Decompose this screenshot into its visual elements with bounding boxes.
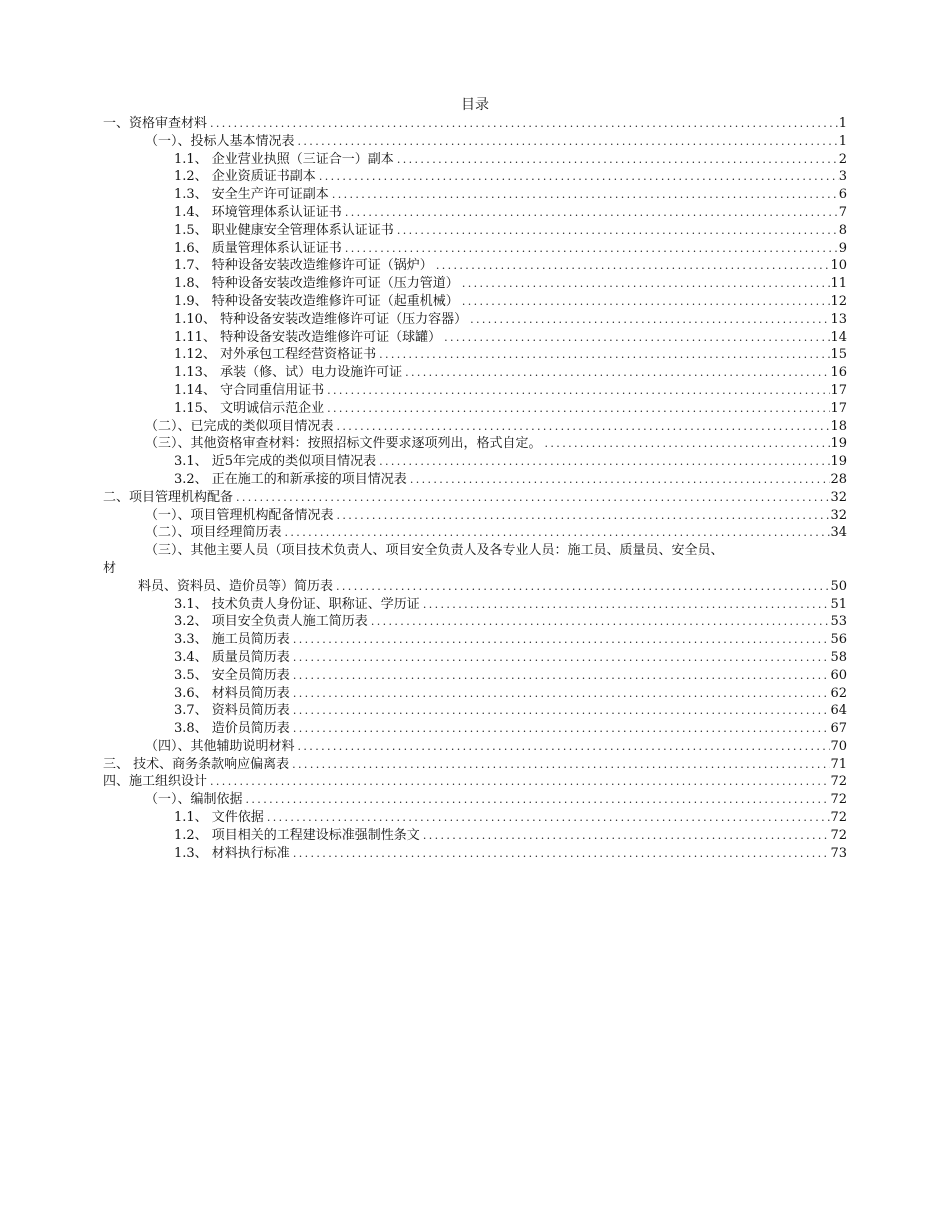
leader-dots [329, 186, 839, 204]
toc-entry[interactable] [0, 275, 950, 293]
leader-dots [290, 667, 831, 685]
toc-entry-page: 73 [830, 845, 847, 861]
leader-dots [233, 489, 830, 507]
leader-dots [441, 329, 830, 347]
toc-entry[interactable] [0, 311, 950, 329]
toc-entry[interactable] [0, 115, 950, 133]
toc-entry-label: 1.13、 承装（修、试）电力设施许可证 [174, 365, 403, 381]
leader-dots [459, 293, 831, 311]
leader-dots [282, 524, 831, 542]
toc-entry-label: （三）、其他资格审查材料：按照招标文件要求逐项列出，格式自定。 [145, 436, 542, 452]
toc-entry-label: 3.1、 近5年完成的类似项目情况表 [174, 454, 377, 470]
leader-dots [290, 845, 831, 863]
leader-dots [394, 222, 839, 240]
leader-dots [243, 791, 831, 809]
leader-dots [394, 151, 839, 169]
toc-entry[interactable] [0, 507, 950, 525]
table-of-contents [0, 115, 950, 862]
leader-dots [334, 507, 831, 525]
toc-entry-page: 71 [830, 756, 847, 772]
toc-entry[interactable] [0, 756, 950, 774]
leader-dots [420, 596, 831, 614]
toc-entry-label: 1.12、 对外承包工程经营资格证书 [174, 347, 377, 363]
leader-dots [290, 631, 831, 649]
toc-entry-label: （四）、其他辅助说明材料 [145, 738, 295, 754]
toc-entry[interactable] [0, 702, 950, 720]
toc-entry-page: 34 [830, 525, 847, 541]
toc-entry[interactable] [0, 400, 950, 418]
leader-dots [207, 773, 830, 791]
toc-entry-label: 3.4、 质量员简历表 [174, 649, 290, 665]
leader-dots [290, 685, 831, 703]
toc-entry[interactable] [0, 186, 950, 204]
leader-dots [207, 115, 839, 133]
toc-entry-page: 10 [830, 258, 847, 274]
toc-entry-label: 1.2、 企业资质证书副本 [174, 169, 316, 185]
toc-entry-page: 58 [830, 649, 847, 665]
toc-entry-label: 材 [103, 560, 117, 576]
toc-entry-continuation [0, 560, 950, 578]
toc-entry-label: （一）、投标人基本情况表 [145, 133, 295, 149]
toc-entry[interactable] [0, 827, 950, 845]
toc-entry[interactable] [0, 382, 950, 400]
leader-dots [295, 738, 831, 756]
toc-entry-page: 7 [838, 204, 847, 220]
toc-entry-page: 62 [830, 685, 847, 701]
toc-entry-page: 19 [830, 436, 847, 452]
toc-entry-label: 1.8、 特种设备安装改造维修许可证（压力管道） [174, 276, 459, 292]
toc-entry[interactable] [0, 151, 950, 169]
toc-entry-label: 四、施工组织设计 [103, 774, 208, 790]
toc-entry-page: 2 [838, 151, 847, 167]
toc-entry-label: 1.1、 企业营业执照（三证合一）副本 [174, 151, 394, 167]
leader-dots [324, 400, 830, 418]
toc-entry-label: 1.15、 文明诚信示范企业 [174, 400, 325, 416]
toc-entry-page: 72 [830, 827, 847, 843]
toc-entry-label: 3.3、 施工员简历表 [174, 632, 290, 648]
toc-entry-label: （三）、其他主要人员（项目技术负责人、项目安全负责人及各专业人员：施工员、质量员、安全员、 [145, 543, 724, 559]
toc-entry[interactable] [0, 773, 950, 791]
toc-entry-label: 一、资格审查材料 [103, 116, 208, 131]
toc-entry[interactable] [0, 364, 950, 382]
toc-entry-label: 1.11、 特种设备安装改造维修许可证（球罐） [174, 329, 442, 345]
toc-entry-label: 3.6、 材料员简历表 [174, 685, 290, 701]
toc-entry-label: 3.2、 项目安全负责人施工简历表 [174, 614, 368, 630]
toc-entry[interactable] [0, 222, 950, 240]
toc-entry-label: 3.1、 技术负责人身份证、职称证、学历证 [174, 596, 420, 612]
toc-entry-label: 二、项目管理机构配备 [103, 489, 234, 505]
toc-entry-page: 17 [830, 382, 847, 398]
toc-entry[interactable] [0, 685, 950, 703]
toc-entry[interactable] [0, 524, 950, 542]
leader-dots [290, 649, 831, 667]
toc-entry-page: 1 [838, 133, 847, 149]
leader-dots [407, 471, 831, 489]
toc-entry-page: 12 [830, 293, 847, 309]
toc-entry-page: 28 [830, 471, 847, 487]
leader-dots [289, 756, 830, 774]
toc-entry-label: 3.5、 安全员简历表 [174, 667, 290, 683]
toc-entry-page: 11 [830, 276, 847, 292]
toc-entry-page: 67 [830, 721, 847, 737]
toc-entry-label: 1.1、 文件依据 [174, 810, 264, 826]
toc-entry[interactable] [0, 489, 950, 507]
toc-entry[interactable] [0, 791, 950, 809]
toc-entry[interactable] [0, 204, 950, 222]
leader-dots [290, 720, 831, 738]
toc-entry-page: 8 [838, 222, 847, 238]
toc-entry-page: 14 [830, 329, 847, 345]
toc-entry-page: 19 [830, 454, 847, 470]
toc-entry-page: 72 [830, 810, 847, 826]
toc-entry-label: 1.10、 特种设备安装改造维修许可证（压力容器） [174, 311, 468, 327]
toc-entry[interactable] [0, 435, 950, 453]
toc-entry[interactable] [0, 168, 950, 186]
toc-entry-page: 6 [838, 187, 847, 203]
toc-entry-label: 3.7、 资料员简历表 [174, 703, 290, 719]
leader-dots [342, 240, 839, 258]
toc-entry-label: 3.2、 正在施工的和新承接的项目情况表 [174, 471, 407, 487]
leader-dots [542, 435, 831, 453]
toc-entry[interactable] [0, 738, 950, 756]
toc-entry[interactable] [0, 613, 950, 631]
leader-dots [264, 809, 831, 827]
toc-entry-label: 1.6、 质量管理体系认证证书 [174, 240, 342, 256]
toc-entry-label: 1.3、 材料执行标准 [174, 845, 290, 861]
toc-entry-label: （二）、项目经理简历表 [145, 525, 282, 541]
leader-dots [334, 418, 831, 436]
toc-entry[interactable] [0, 542, 950, 560]
leader-dots [295, 133, 839, 151]
leader-dots [459, 275, 831, 293]
toc-entry-page: 72 [830, 792, 847, 808]
toc-entry[interactable] [0, 649, 950, 667]
toc-entry-label: （一）、项目管理机构配备情况表 [145, 507, 334, 523]
toc-entry-page: 1 [838, 116, 847, 131]
toc-entry[interactable] [0, 240, 950, 258]
toc-entry-page: 15 [830, 347, 847, 363]
toc-entry[interactable] [0, 578, 950, 596]
leader-dots [376, 346, 830, 364]
toc-entry-page: 64 [830, 703, 847, 719]
toc-entry[interactable] [0, 346, 950, 364]
toc-entry-page: 56 [830, 632, 847, 648]
toc-entry[interactable] [0, 257, 950, 275]
toc-entry[interactable] [0, 329, 950, 347]
toc-entry-page: 50 [830, 578, 847, 594]
toc-entry-label: 1.5、 职业健康安全管理体系认证证书 [174, 222, 394, 238]
toc-entry[interactable] [0, 293, 950, 311]
toc-entry-label: （一）、编制依据 [145, 792, 243, 808]
toc-entry-page: 3 [838, 169, 847, 185]
toc-entry-page: 60 [830, 667, 847, 683]
toc-entry[interactable] [0, 667, 950, 685]
leader-dots [333, 578, 830, 596]
toc-entry-label: 1.7、 特种设备安装改造维修许可证（锅炉） [174, 258, 433, 274]
leader-dots [402, 364, 830, 382]
toc-entry-label: （二）、已完成的类似项目情况表 [145, 418, 334, 434]
toc-entry[interactable] [0, 418, 950, 436]
toc-entry-page: 32 [830, 489, 847, 505]
toc-entry-page: 70 [830, 738, 847, 754]
toc-entry-page: 9 [838, 240, 847, 256]
toc-entry-label: 1.14、 守合同重信用证书 [174, 382, 325, 398]
toc-entry-page: 13 [830, 311, 847, 327]
toc-entry-page: 51 [830, 596, 847, 612]
toc-entry-label: 1.3、 安全生产许可证副本 [174, 187, 329, 203]
toc-entry-page: 18 [830, 418, 847, 434]
leader-dots [433, 257, 831, 275]
toc-entry-page: 32 [830, 507, 847, 523]
toc-title: 目录 [461, 97, 489, 113]
toc-entry[interactable] [0, 631, 950, 649]
toc-entry-label: 3.8、 造价员简历表 [174, 721, 290, 737]
toc-entry-label: 1.9、 特种设备安装改造维修许可证（起重机械） [174, 293, 459, 309]
leader-dots [316, 168, 839, 186]
leader-dots [342, 204, 839, 222]
toc-entry[interactable] [0, 133, 950, 151]
leader-dots [368, 613, 831, 631]
toc-entry-page: 17 [830, 400, 847, 416]
toc-entry-page: 72 [830, 774, 847, 790]
leader-dots [420, 827, 831, 845]
toc-entry-label: 1.2、 项目相关的工程建设标准强制性条文 [174, 827, 420, 843]
leader-dots [290, 702, 831, 720]
leader-dots [324, 382, 830, 400]
toc-entry-label: 1.4、 环境管理体系认证证书 [174, 204, 342, 220]
toc-entry[interactable] [0, 845, 950, 863]
toc-entry[interactable] [0, 453, 950, 471]
leader-dots [376, 453, 830, 471]
toc-entry-page: 16 [830, 365, 847, 381]
leader-dots [467, 311, 830, 329]
toc-entry[interactable] [0, 720, 950, 738]
toc-entry[interactable] [0, 809, 950, 827]
toc-entry-label: 三、 技术、商务条款响应偏离表 [103, 756, 290, 772]
toc-entry-page: 53 [830, 614, 847, 630]
toc-entry[interactable] [0, 471, 950, 489]
toc-entry[interactable] [0, 596, 950, 614]
toc-entry-label: 料员、资料员、造价员等）简历表 [138, 578, 334, 594]
